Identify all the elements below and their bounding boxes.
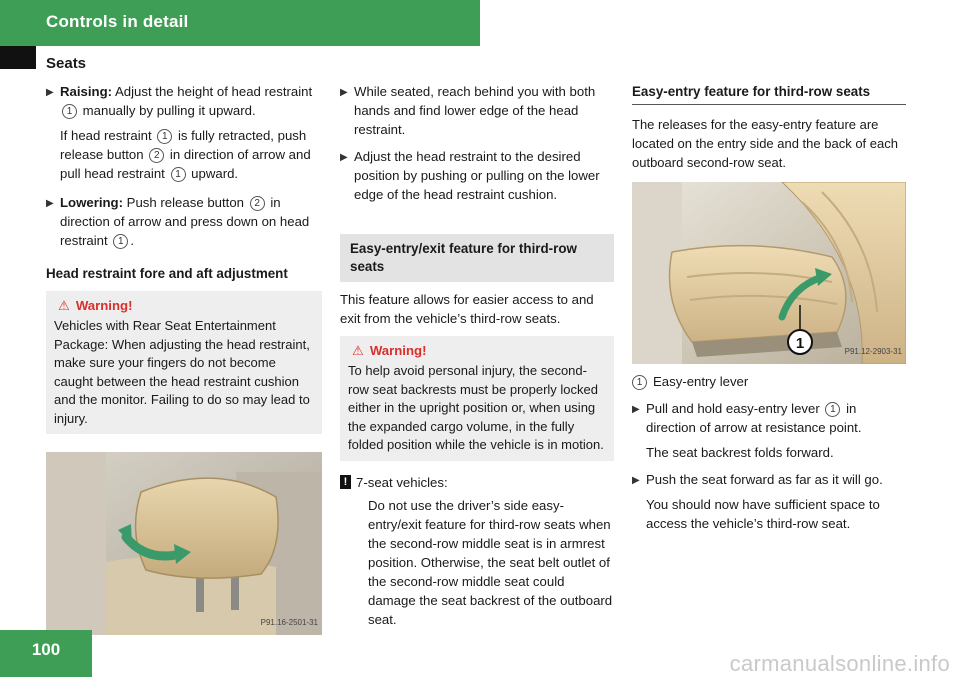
callout-1-badge: 1 (825, 402, 840, 417)
arrow-right-icon: ▶ (632, 404, 640, 415)
callout-2-badge: 2 (250, 196, 265, 211)
easy-entry-lever-photo: 1 P91.12-2903-31 (632, 182, 906, 364)
callout-1-badge: 1 (171, 167, 186, 182)
callout-1-badge: 1 (157, 129, 172, 144)
column-left (46, 82, 322, 635)
callout-1-badge: 1 (632, 375, 647, 390)
page-number: 100 (31, 640, 61, 659)
arrow-right-icon: ▶ (340, 87, 348, 98)
warning-triangle-icon: ⚠ (58, 298, 70, 313)
step-push-seat: ▶ Push the seat forward as far as it will go. (632, 470, 906, 489)
chapter-title: Controls in detail (46, 12, 189, 31)
section-tab-marker (0, 46, 36, 69)
step-raising-detail: If head restraint 1 is fully retracted, push release button 2 in direction of arrow and pull head restraint 1 upward. (60, 128, 311, 181)
easy-entry-exit-heading: Easy-entry/exit feature for third-row seats (340, 234, 614, 282)
step-adjust-position: ▶ Adjust the head restraint to the desired position by pushing or pulling on the lower edge of the head restraint cushion. (340, 149, 600, 202)
easy-entry-intro: This feature allows for easier access to and exit from the vehicle’s third-row seats. (340, 292, 594, 326)
note-7-seat: ! 7-seat vehicles: Do not use the driver’s side easy-entry/exit feature for third-row seats when the second-row middle seat is in armrest position. Otherwise, the seat belt outlet of the second-row middle seat could damage the seat backrest of the outboard seat. (340, 473, 614, 629)
legend-easy-entry-lever: 1 Easy-entry lever (632, 372, 906, 391)
step-push-seat-result: You should now have sufficient space to access the vehicle’s third-row seat. (646, 497, 880, 531)
callout-2-badge: 2 (149, 148, 164, 163)
arrow-right-icon: ▶ (46, 198, 54, 209)
step-pull-lever-result: The seat backrest folds forward. (646, 445, 834, 460)
column-right (632, 82, 906, 539)
lever-callout-label: 1 (795, 335, 805, 352)
arrow-right-icon: ▶ (632, 475, 640, 486)
site-watermark[interactable]: carmanualsonline.info (729, 651, 950, 676)
warning-triangle-icon: ⚠ (352, 343, 364, 358)
easy-entry-location-text: The releases for the easy-entry feature are located on the entry side and the back of each outboard second-row seat. (632, 117, 898, 170)
fore-aft-subheading: Head restraint fore and aft adjustment (46, 266, 288, 281)
callout-1-badge: 1 (113, 234, 128, 249)
easy-entry-heading: Easy-entry feature for third-row seats (632, 82, 906, 105)
arrow-right-icon: ▶ (340, 152, 348, 163)
step-pull-lever: ▶ Pull and hold easy-entry lever 1 in direction of arrow at resistance point. (632, 401, 862, 435)
step-lowering: ▶ Lowering: Push release button 2 in direction of arrow and press down on head restraint 1 . (46, 195, 310, 248)
column-middle (340, 82, 614, 629)
arrow-right-icon: ▶ (46, 87, 54, 98)
warning-box-backrest: ⚠ Warning! To help avoid personal injury, the second-row seat backrests must be properly locked either in the upright position or, when using the expanded cargo volume, in the fully folded position while the vehicle is in motion. (340, 336, 614, 461)
important-note-icon: ! (340, 475, 351, 489)
step-reach-behind: ▶ While seated, reach behind you with both hands and find lower edge of the head restraint. (340, 84, 596, 137)
warning-box-head-restraint: ⚠ Warning! Vehicles with Rear Seat Entertainment Package: When adjusting the head restraint, make sure your fingers do not become caught between the head restraint cushion and the monitor. Failing to do so may lead to injury. (46, 291, 322, 434)
step-raising: ▶ Raising: Adjust the height of head restraint 1 manually by pulling it upward. (46, 84, 313, 118)
head-restraint-photo: P91.16-2501-31 (46, 452, 322, 635)
section-title: Seats (46, 55, 87, 72)
callout-1-badge: 1 (62, 104, 77, 119)
